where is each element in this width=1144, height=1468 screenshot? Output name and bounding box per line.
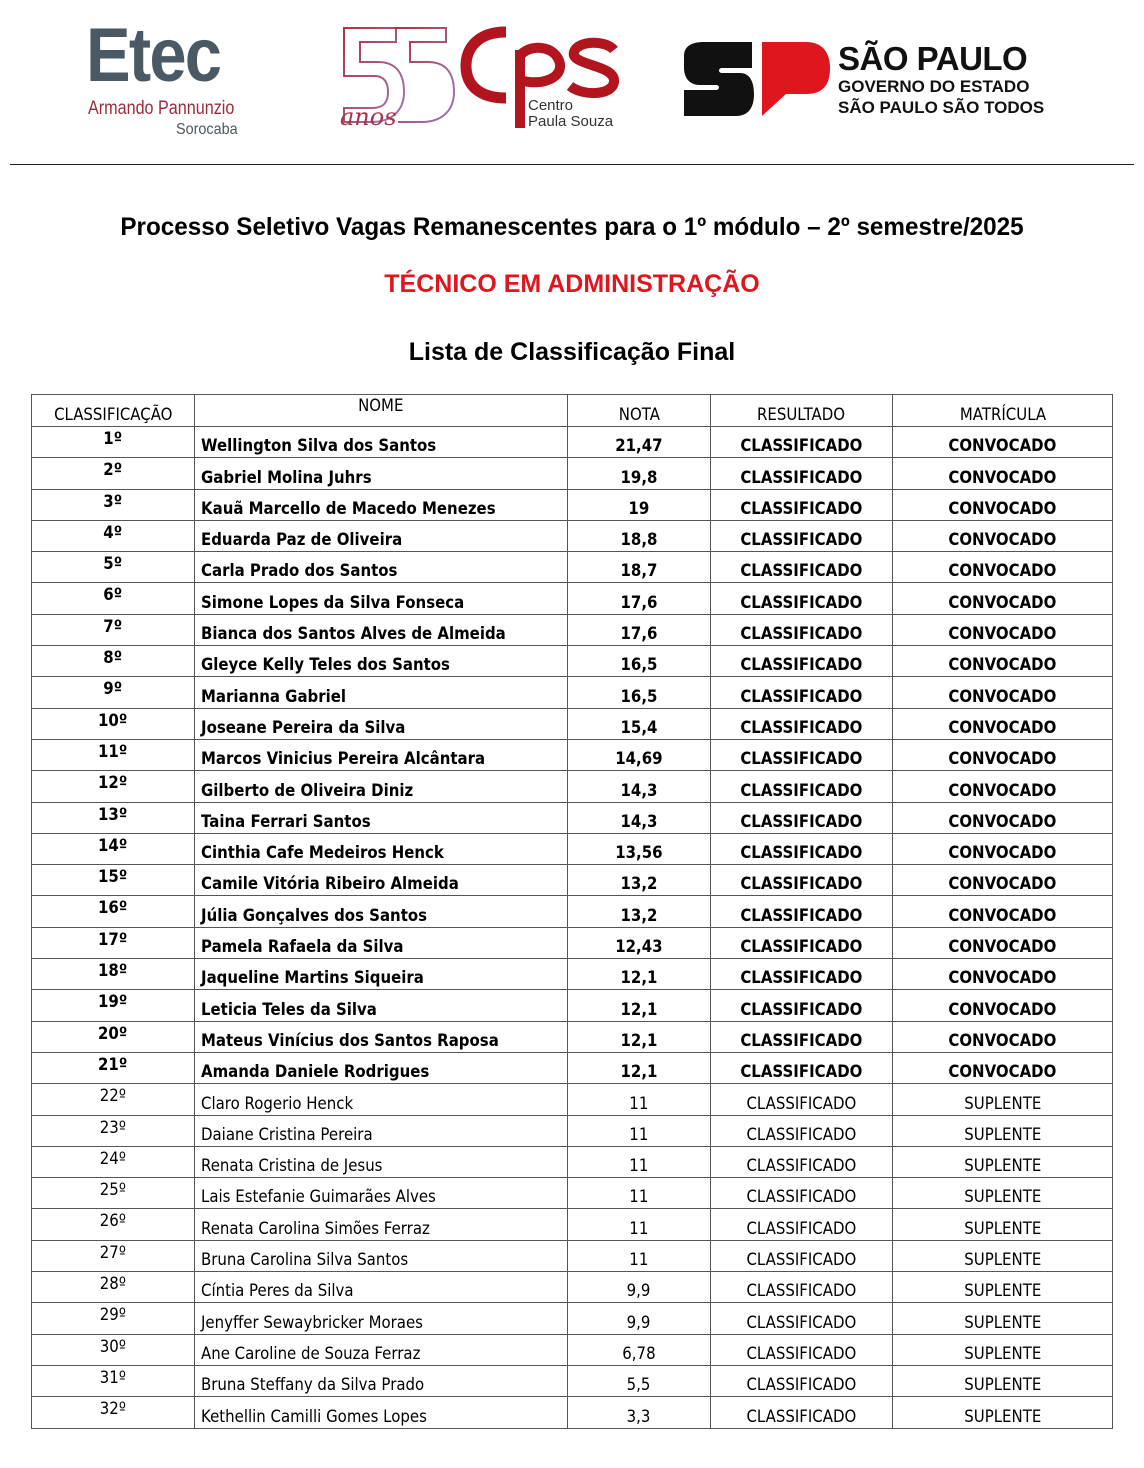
cell-name: Daiane Cristina Pereira [195, 1115, 568, 1146]
cell-result: CLASSIFICADO [711, 1240, 893, 1271]
cell-enrollment-status: CONVOCADO [893, 614, 1113, 645]
etec-logo-word: Etec [86, 13, 221, 98]
sp-logo-line3: SÃO PAULO SÃO TODOS [838, 98, 1045, 117]
cell-score: 14,69 [568, 739, 711, 770]
cell-score: 13,56 [568, 833, 711, 864]
cell-enrollment-status: CONVOCADO [893, 458, 1113, 489]
cell-result: CLASSIFICADO [711, 1146, 893, 1177]
cell-position: 18º [32, 959, 195, 990]
cell-position: 3º [32, 489, 195, 520]
cell-name: Jenyffer Sewaybricker Moraes [195, 1303, 568, 1334]
cell-result: CLASSIFICADO [711, 739, 893, 770]
cell-enrollment-status: CONVOCADO [893, 646, 1113, 677]
cell-enrollment-status: CONVOCADO [893, 833, 1113, 864]
etec-logo [86, 13, 246, 143]
table-row [32, 1303, 1113, 1334]
cell-result: CLASSIFICADO [711, 802, 893, 833]
cell-position: 14º [32, 833, 195, 864]
cell-score: 11 [568, 1146, 711, 1177]
cell-enrollment-status: CONVOCADO [893, 802, 1113, 833]
cell-position: 19º [32, 990, 195, 1021]
cell-result: CLASSIFICADO [711, 771, 893, 802]
cell-score: 19 [568, 489, 711, 520]
cell-enrollment-status: SUPLENTE [893, 1178, 1113, 1209]
cell-enrollment-status: SUPLENTE [893, 1334, 1113, 1365]
cell-enrollment-status: CONVOCADO [893, 771, 1113, 802]
cell-result: CLASSIFICADO [711, 552, 893, 583]
cell-position: 29º [32, 1303, 195, 1334]
cell-name: Marianna Gabriel [195, 677, 568, 708]
cell-name: Renata Carolina Simões Ferraz [195, 1209, 568, 1240]
cell-name: Marcos Vinicius Pereira Alcântara [195, 739, 568, 770]
cell-enrollment-status: SUPLENTE [893, 1272, 1113, 1303]
cell-enrollment-status: SUPLENTE [893, 1146, 1113, 1177]
table-row [32, 708, 1113, 739]
cell-result: CLASSIFICADO [711, 990, 893, 1021]
cell-score: 18,7 [568, 552, 711, 583]
cell-position: 15º [32, 865, 195, 896]
cell-position: 10º [32, 708, 195, 739]
sp-emblem-icon [682, 42, 832, 117]
cell-name: Gleyce Kelly Teles dos Santos [195, 646, 568, 677]
table-row [32, 739, 1113, 770]
column-header-matricula: MATRÍCULA [893, 395, 1113, 427]
column-header-nome: NOME [195, 395, 568, 427]
table-row [32, 1240, 1113, 1271]
cell-score: 11 [568, 1115, 711, 1146]
cell-name: Pamela Rafaela da Silva [195, 927, 568, 958]
table-row [32, 896, 1113, 927]
cell-enrollment-status: CONVOCADO [893, 990, 1113, 1021]
cell-name: Simone Lopes da Silva Fonseca [195, 583, 568, 614]
table-row [32, 427, 1113, 458]
table-row [32, 489, 1113, 520]
cell-position: 28º [32, 1272, 195, 1303]
table-row [32, 1178, 1113, 1209]
cell-position: 8º [32, 646, 195, 677]
cell-score: 18,8 [568, 520, 711, 551]
cell-result: CLASSIFICADO [711, 1052, 893, 1083]
cell-enrollment-status: CONVOCADO [893, 427, 1113, 458]
cell-position: 9º [32, 677, 195, 708]
cell-result: CLASSIFICADO [711, 1365, 893, 1396]
cell-name: Carla Prado dos Santos [195, 552, 568, 583]
cell-name: Gabriel Molina Juhrs [195, 458, 568, 489]
cell-name: Jaqueline Martins Siqueira [195, 959, 568, 990]
cell-position: 21º [32, 1052, 195, 1083]
cell-name: Kethellin Camilli Gomes Lopes [195, 1397, 568, 1428]
etec-logo-city: Sorocaba [176, 121, 238, 138]
cell-name: Camile Vitória Ribeiro Almeida [195, 865, 568, 896]
cell-score: 13,2 [568, 896, 711, 927]
table-row [32, 1146, 1113, 1177]
cell-enrollment-status: SUPLENTE [893, 1397, 1113, 1428]
cell-enrollment-status: SUPLENTE [893, 1303, 1113, 1334]
cell-position: 32º [32, 1397, 195, 1428]
svg-text:anos: anos [340, 103, 397, 131]
cell-result: CLASSIFICADO [711, 520, 893, 551]
table-row [32, 1397, 1113, 1428]
table-row [32, 677, 1113, 708]
cell-name: Júlia Gonçalves dos Santos [195, 896, 568, 927]
cell-position: 24º [32, 1146, 195, 1177]
column-header-nota: NOTA [568, 395, 711, 427]
cell-position: 20º [32, 1021, 195, 1052]
cell-name: Claro Rogerio Henck [195, 1084, 568, 1115]
table-row [32, 959, 1113, 990]
cell-enrollment-status: CONVOCADO [893, 927, 1113, 958]
cell-score: 11 [568, 1084, 711, 1115]
cell-enrollment-status: CONVOCADO [893, 489, 1113, 520]
cell-score: 14,3 [568, 771, 711, 802]
cell-score: 14,3 [568, 802, 711, 833]
cell-result: CLASSIFICADO [711, 646, 893, 677]
cell-score: 11 [568, 1178, 711, 1209]
cell-name: Leticia Teles da Silva [195, 990, 568, 1021]
table-row [32, 552, 1113, 583]
cell-enrollment-status: CONVOCADO [893, 520, 1113, 551]
sp-logo-line1: SÃO PAULO [838, 40, 1028, 77]
cell-enrollment-status: SUPLENTE [893, 1209, 1113, 1240]
table-row [32, 1365, 1113, 1396]
cell-name: Renata Cristina de Jesus [195, 1146, 568, 1177]
cell-result: CLASSIFICADO [711, 1178, 893, 1209]
cell-score: 12,1 [568, 1052, 711, 1083]
cell-position: 6º [32, 583, 195, 614]
cell-score: 12,1 [568, 990, 711, 1021]
table-row [32, 646, 1113, 677]
cell-name: Gilberto de Oliveira Diniz [195, 771, 568, 802]
cell-result: CLASSIFICADO [711, 427, 893, 458]
cell-result: CLASSIFICADO [711, 458, 893, 489]
cell-name: Taina Ferrari Santos [195, 802, 568, 833]
table-row [32, 833, 1113, 864]
sp-logo-line2: GOVERNO DO ESTADO [838, 77, 1030, 96]
cell-enrollment-status: SUPLENTE [893, 1365, 1113, 1396]
cell-position: 7º [32, 614, 195, 645]
cell-position: 1º [32, 427, 195, 458]
cell-enrollment-status: CONVOCADO [893, 1052, 1113, 1083]
cell-name: Joseane Pereira da Silva [195, 708, 568, 739]
table-row [32, 990, 1113, 1021]
cell-position: 17º [32, 927, 195, 958]
cell-result: CLASSIFICADO [711, 1397, 893, 1428]
cell-position: 13º [32, 802, 195, 833]
cell-name: Bianca dos Santos Alves de Almeida [195, 614, 568, 645]
table-row [32, 1209, 1113, 1240]
table-row [32, 1115, 1113, 1146]
cell-position: 27º [32, 1240, 195, 1271]
etec-logo-school-name: Armando Pannunzio [88, 98, 235, 119]
cell-score: 16,5 [568, 646, 711, 677]
cell-position: 22º [32, 1084, 195, 1115]
cell-position: 11º [32, 739, 195, 770]
cell-score: 13,2 [568, 865, 711, 896]
cell-enrollment-status: SUPLENTE [893, 1084, 1113, 1115]
cell-position: 23º [32, 1115, 195, 1146]
cell-position: 5º [32, 552, 195, 583]
cell-result: CLASSIFICADO [711, 1303, 893, 1334]
cell-score: 9,9 [568, 1303, 711, 1334]
cell-result: CLASSIFICADO [711, 959, 893, 990]
cell-result: CLASSIFICADO [711, 896, 893, 927]
cell-score: 5,5 [568, 1365, 711, 1396]
cell-result: CLASSIFICADO [711, 1115, 893, 1146]
cell-enrollment-status: SUPLENTE [893, 1115, 1113, 1146]
cell-name: Bruna Steffany da Silva Prado [195, 1365, 568, 1396]
cell-result: CLASSIFICADO [711, 1084, 893, 1115]
header-logos [0, 0, 1144, 160]
cell-enrollment-status: CONVOCADO [893, 708, 1113, 739]
cell-enrollment-status: SUPLENTE [893, 1240, 1113, 1271]
cell-enrollment-status: CONVOCADO [893, 865, 1113, 896]
cell-name: Mateus Vinícius dos Santos Raposa [195, 1021, 568, 1052]
cell-name: Cinthia Cafe Medeiros Henck [195, 833, 568, 864]
cell-position: 26º [32, 1209, 195, 1240]
column-header-resultado: RESULTADO [711, 395, 893, 427]
cell-position: 16º [32, 896, 195, 927]
cell-name: Amanda Daniele Rodrigues [195, 1052, 568, 1083]
cell-result: CLASSIFICADO [711, 1209, 893, 1240]
cell-result: CLASSIFICADO [711, 833, 893, 864]
cell-position: 12º [32, 771, 195, 802]
cell-name: Bruna Carolina Silva Santos [195, 1240, 568, 1271]
cell-score: 12,43 [568, 927, 711, 958]
column-header-classificacao: CLASSIFICAÇÃO [32, 395, 195, 427]
table-row [32, 458, 1113, 489]
cell-score: 6,78 [568, 1334, 711, 1365]
cell-result: CLASSIFICADO [711, 489, 893, 520]
cell-result: CLASSIFICADO [711, 583, 893, 614]
cell-score: 11 [568, 1240, 711, 1271]
table-row [32, 1052, 1113, 1083]
cell-enrollment-status: CONVOCADO [893, 739, 1113, 770]
cell-score: 17,6 [568, 614, 711, 645]
cell-name: Wellington Silva dos Santos [195, 427, 568, 458]
cell-position: 31º [32, 1365, 195, 1396]
cell-result: CLASSIFICADO [711, 1272, 893, 1303]
cell-name: Cíntia Peres da Silva [195, 1272, 568, 1303]
cell-score: 17,6 [568, 583, 711, 614]
cell-enrollment-status: CONVOCADO [893, 583, 1113, 614]
cell-score: 9,9 [568, 1272, 711, 1303]
cell-position: 2º [32, 458, 195, 489]
cell-name: Ane Caroline de Souza Ferraz [195, 1334, 568, 1365]
cell-position: 25º [32, 1178, 195, 1209]
cell-result: CLASSIFICADO [711, 927, 893, 958]
cell-enrollment-status: CONVOCADO [893, 677, 1113, 708]
table-header-row [32, 395, 1113, 427]
table-row [32, 614, 1113, 645]
cell-position: 4º [32, 520, 195, 551]
list-title: Lista de Classificação Final [408, 338, 736, 366]
cell-score: 3,3 [568, 1397, 711, 1428]
cell-score: 12,1 [568, 1021, 711, 1052]
header-divider [10, 164, 1134, 165]
cell-enrollment-status: CONVOCADO [893, 959, 1113, 990]
cps-logo [338, 20, 628, 135]
cell-score: 15,4 [568, 708, 711, 739]
table-row [32, 583, 1113, 614]
cps-logo-text: Centro Paula Souza [528, 97, 614, 130]
cell-result: CLASSIFICADO [711, 677, 893, 708]
table-row [32, 1272, 1113, 1303]
cell-enrollment-status: CONVOCADO [893, 552, 1113, 583]
table-row [32, 1021, 1113, 1052]
table-row [32, 802, 1113, 833]
cell-score: 19,8 [568, 458, 711, 489]
cell-result: CLASSIFICADO [711, 865, 893, 896]
cell-position: 30º [32, 1334, 195, 1365]
cell-enrollment-status: CONVOCADO [893, 1021, 1113, 1052]
table-row [32, 865, 1113, 896]
cell-score: 12,1 [568, 959, 711, 990]
cell-score: 16,5 [568, 677, 711, 708]
cell-score: 21,47 [568, 427, 711, 458]
cell-score: 11 [568, 1209, 711, 1240]
cell-enrollment-status: CONVOCADO [893, 896, 1113, 927]
cell-name: Eduarda Paz de Oliveira [195, 520, 568, 551]
table-row [32, 927, 1113, 958]
document-title: Processo Seletivo Vagas Remanescentes para o 1º módulo – 2º semestre/2025 [120, 213, 1024, 241]
classification-table [31, 394, 1113, 1429]
cell-result: CLASSIFICADO [711, 708, 893, 739]
table-row [32, 771, 1113, 802]
cell-name: Kauã Marcello de Macedo Menezes [195, 489, 568, 520]
course-name: TÉCNICO EM ADMINISTRAÇÃO [384, 270, 760, 298]
cell-name: Lais Estefanie Guimarães Alves [195, 1178, 568, 1209]
cell-result: CLASSIFICADO [711, 1021, 893, 1052]
sao-paulo-government-logo [682, 42, 1052, 117]
cell-result: CLASSIFICADO [711, 1334, 893, 1365]
table-row [32, 1334, 1113, 1365]
cell-result: CLASSIFICADO [711, 614, 893, 645]
table-row [32, 1084, 1113, 1115]
table-row [32, 520, 1113, 551]
